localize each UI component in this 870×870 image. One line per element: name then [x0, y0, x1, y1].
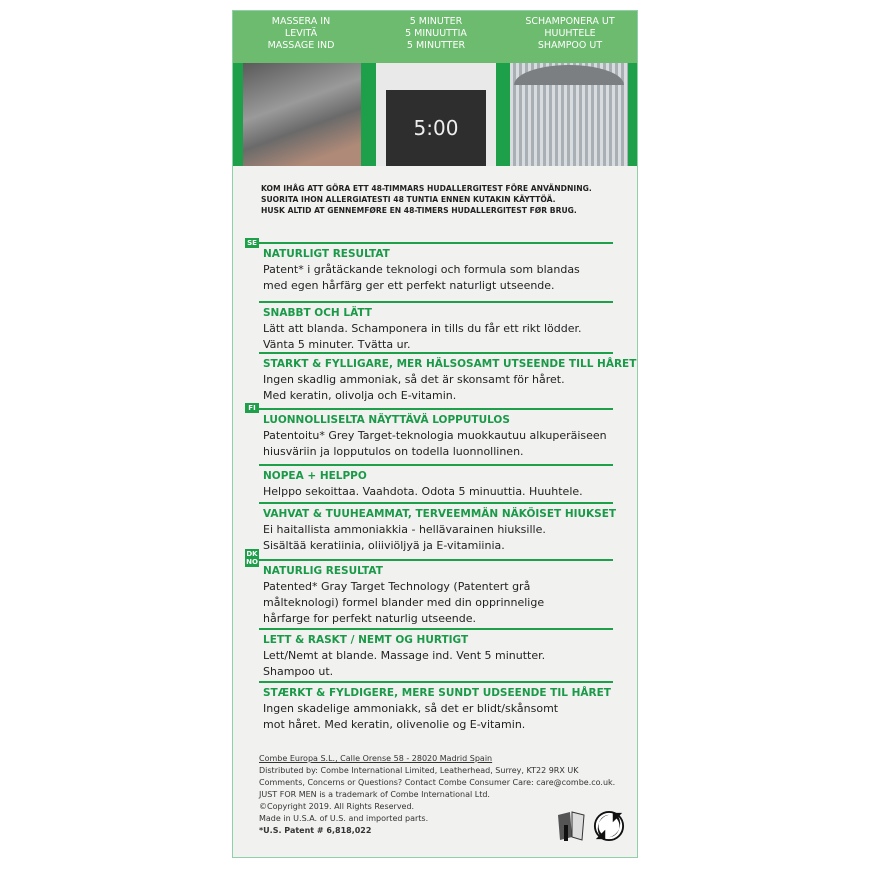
language-badge-fi: FI — [245, 403, 259, 413]
language-badge-dk-no: DK NO — [246, 550, 258, 566]
section-title: NOPEA + HELPPO — [263, 470, 367, 482]
warning-se: KOM IHÅG ATT GÖRA ETT 48-TIMMARS HUDALLERGITEST FÖRE ANVÄNDNING. — [261, 183, 592, 193]
section — [259, 464, 613, 500]
step-3-label: SCHAMPONERA UT HUUHTELE SHAMPOO UT — [525, 16, 615, 51]
phone-timer-image — [376, 63, 496, 166]
section-body: Patentoitu* Grey Target-teknologia muokkautuu alkuperäiseen hiusväriin ja lopputulos on todella luonnollinen. — [263, 429, 607, 458]
section-title: NATURLIGT RESULTAT — [263, 248, 390, 260]
language-badge-se: SE — [245, 238, 259, 248]
section-body: Lett/Nemt at blande. Massage ind. Vent 5 minutter. Shampoo ut. — [263, 649, 546, 678]
section-body: Patented* Gray Target Technology (Patentert grå målteknologi) formel blander med din opprinnelige hårfarge for perfekt naturlig utseende. — [263, 580, 545, 625]
section-title: STÆRKT & FYLDIGERE, MERE SUNDT UDSEENDE TIL HÅRET — [263, 687, 611, 699]
warning-fi: SUORITA IHON ALLERGIATESTI 48 TUNTIA ENNEN KUTAKIN KÄYTTÖÄ. — [261, 194, 556, 204]
footer-trademark: JUST FOR MEN is a trademark of Combe International Ltd. — [259, 790, 490, 799]
section-title: SNABBT OCH LÄTT — [263, 307, 372, 319]
section — [259, 408, 613, 460]
footer-patent: *U.S. Patent # 6,818,022 — [259, 826, 372, 835]
footer-contact: Comments, Concerns or Questions? Contact Combe Consumer Care: care@combe.co.uk. — [259, 778, 616, 787]
section — [259, 502, 617, 554]
section-title: NATURLIG RESULTAT — [263, 565, 383, 577]
shower-head-image — [510, 63, 628, 166]
section-title: STARKT & FYLLIGARE, MER HÄLSOSAMT UTSEENDE TILL HÅRET — [263, 358, 637, 370]
timer-display: 5:00 — [386, 90, 486, 166]
read-instructions-icon — [555, 809, 587, 843]
section — [259, 628, 613, 680]
hair-application-image — [243, 63, 361, 166]
package-panel — [232, 10, 638, 858]
footer-distributor: Distributed by: Combe International Limited, Leatherhead, Surrey, KT22 9RX UK — [259, 766, 579, 775]
section-body: Helppo sekoittaa. Vaahdota. Odota 5 minuuttia. Huuhtele. — [263, 485, 583, 498]
section-body: Lätt att blanda. Schamponera in tills du får ett rikt lödder. Vänta 5 minuter. Tvätta ur. — [263, 322, 582, 351]
footer-origin: Made in U.S.A. of U.S. and imported parts. — [259, 814, 429, 823]
footer-address: Combe Europa S.L., Calle Orense 58 - 28020 Madrid Spain — [259, 754, 493, 763]
step-2-label: 5 MINUTER 5 MINUUTTIA 5 MINUTTER — [405, 16, 467, 51]
section-body: Ingen skadlig ammoniak, så det är skonsamt för håret. Med keratin, olivolja och E-vitamin. — [263, 373, 565, 402]
section-title: LETT & RASKT / NEMT OG HURTIGT — [263, 634, 469, 646]
section-body: Patent* i gråtäckande teknologi och formula som blandas med egen hårfärg ger ett perfekt naturligt utseende. — [263, 263, 580, 292]
section — [259, 559, 613, 627]
warning-dk: HUSK ALTID AT GENNEMFØRE EN 48-TIMERS HUDALLERGITEST FØR BRUG. — [261, 205, 577, 215]
section-body: Ingen skadelige ammoniakk, så det er blidt/skånsomt mot håret. Med keratin, olivenolie og E-vitamin. — [263, 702, 559, 731]
section — [259, 681, 613, 733]
allergy-warning — [261, 183, 605, 216]
section — [259, 301, 613, 353]
section — [259, 242, 613, 294]
section-body: Ei haitallista ammoniakkia - hellävarainen hiuksille. Sisältää keratiinia, oliiviöljyä ja E-vitamiinia. — [263, 523, 546, 552]
section — [259, 352, 637, 404]
step-1-label: MASSERA IN LEVITÄ MASSAGE IND — [267, 16, 335, 51]
section-title: VAHVAT & TUUHEAMMAT, TERVEEMMÄN NÄKÖISET HIUKSET — [263, 508, 617, 520]
footer-copyright: ©Copyright 2019. All Rights Reserved. — [259, 802, 415, 811]
section-title: LUONNOLLISELTA NÄYTTÄVÄ LOPPUTULOS — [263, 414, 510, 426]
green-dot-recycling-icon — [593, 809, 625, 843]
